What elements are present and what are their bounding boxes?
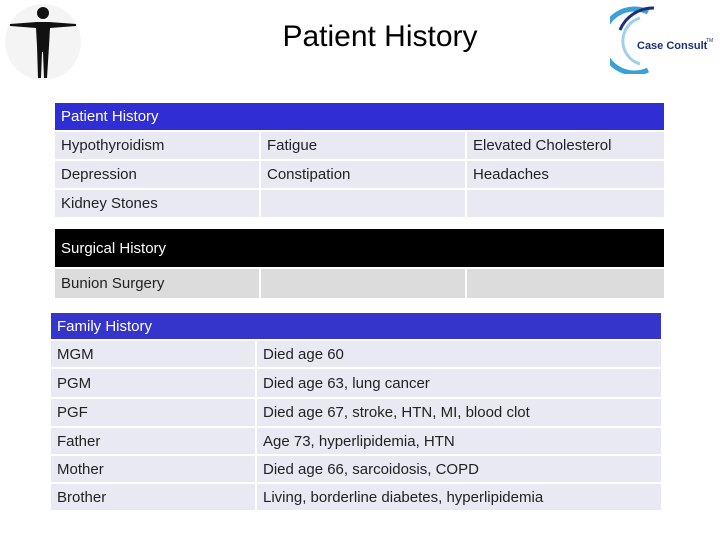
case-consult-logo-icon [610,4,716,74]
relation-cell: Mother [50,455,256,483]
relation-cell: Father [50,427,256,455]
detail-cell: Age 73, hyperlipidemia, HTN [256,427,662,455]
table-header-row [50,312,662,340]
table-cell [260,268,466,299]
table-cell: Kidney Stones [54,189,260,218]
table-cell [260,189,466,218]
detail-cell: Died age 63, lung cancer [256,368,662,398]
detail-cell: Living, borderline diabetes, hyperlipidemia [256,483,662,511]
surgical-history-table [53,227,666,300]
family-history-heading: Family History [50,312,662,340]
table-cell: Headaches [466,160,665,189]
table-cell [466,268,665,299]
table-row [50,340,662,368]
table-cell: Bunion Surgery [54,268,260,299]
table-row [54,160,665,189]
detail-cell: Died age 67, stroke, HTN, MI, blood clot [256,398,662,427]
table-row [54,131,665,160]
table-cell: Hypothyroidism [54,131,260,160]
table-row [54,189,665,218]
table-row [50,398,662,427]
brand-trademark: TM [706,38,714,44]
table-cell: Constipation [260,160,466,189]
patient-history-heading: Patient History [54,102,665,131]
surgical-history-heading: Surgical History [54,228,665,268]
brand-name: Case Consult [637,40,708,52]
patient-history-table [53,101,666,219]
family-history-table [49,311,663,512]
relation-cell: PGM [50,368,256,398]
table-row [50,455,662,483]
table-cell [466,189,665,218]
table-row [50,483,662,511]
relation-cell: MGM [50,340,256,368]
table-cell: Fatigue [260,131,466,160]
page-title: Patient History [282,20,478,53]
detail-cell: Died age 60 [256,340,662,368]
table-row [54,268,665,299]
table-row [50,427,662,455]
table-cell: Elevated Cholesterol [466,131,665,160]
detail-cell: Died age 66, sarcoidosis, COPD [256,455,662,483]
table-cell: Depression [54,160,260,189]
table-header-row [54,228,665,268]
relation-cell: PGF [50,398,256,427]
relation-cell: Brother [50,483,256,511]
table-row [50,368,662,398]
table-header-row [54,102,665,131]
